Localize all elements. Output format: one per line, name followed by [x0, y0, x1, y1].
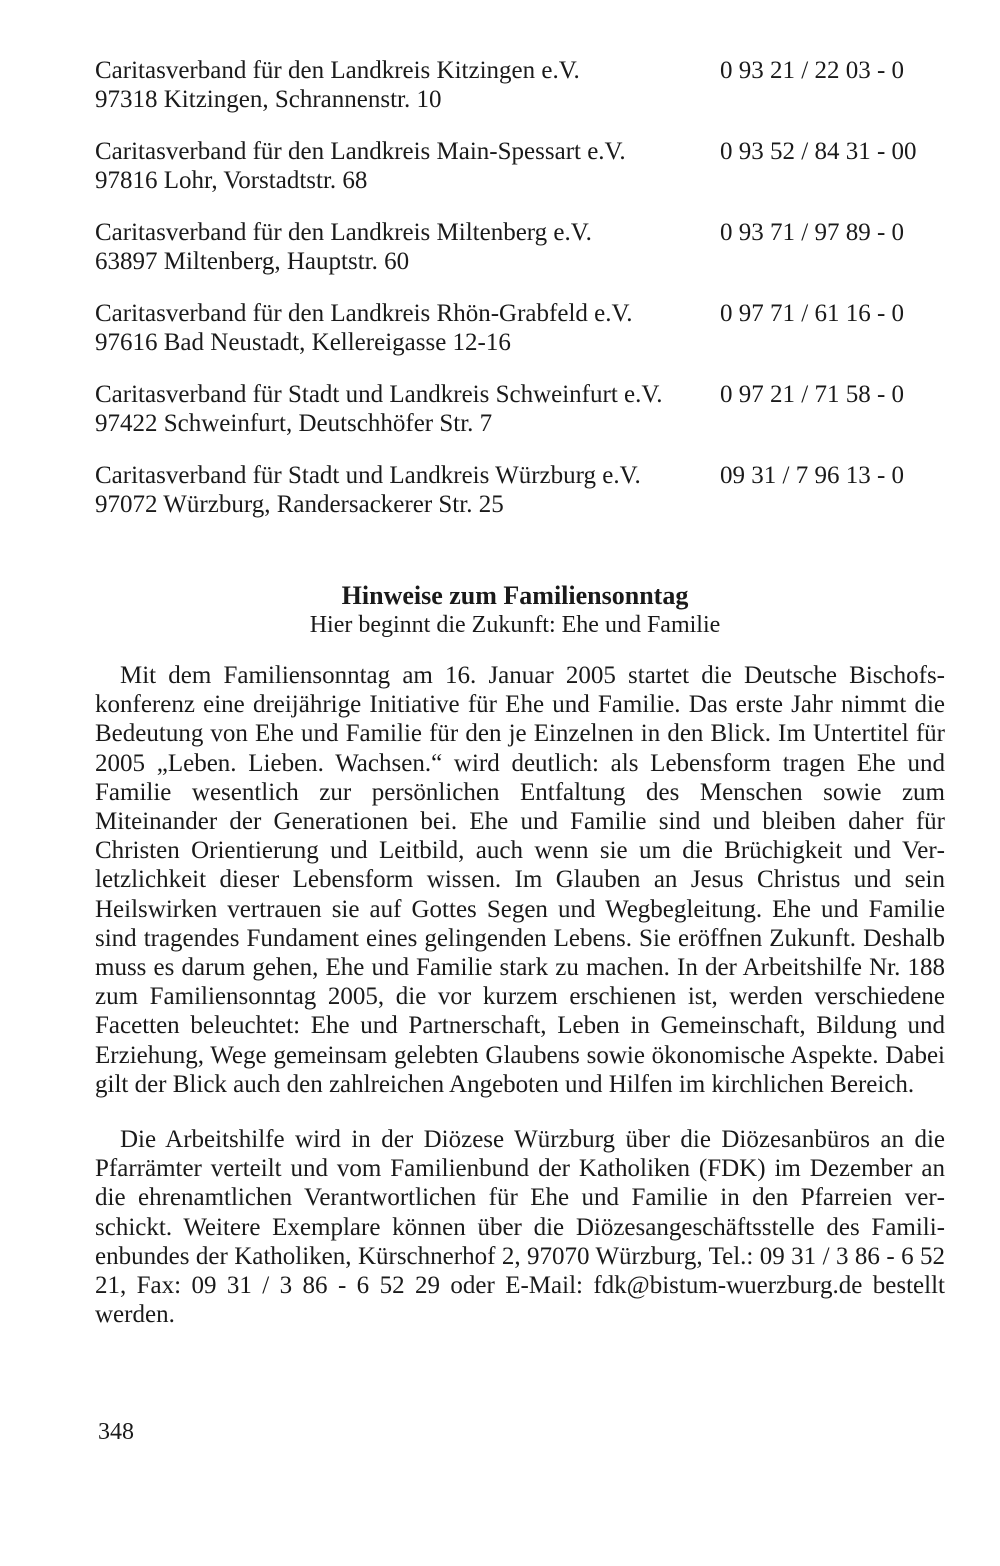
organization-address: 97072 Würzburg, Randersackerer Str. 25: [95, 491, 504, 518]
caritas-directory: [95, 56, 945, 519]
body-paragraph: Mit dem Familiensonntag am 16. Januar 2005 startet die Deutsche Bischofskonferenz eine dreijährige Initiative für Ehe und Familie. Das erste Jahr nimmt die Bedeutung von Ehe und Familie für den je Einzelnen in den Blick. Im Untertitel für 2005 „Leben. Lieben. Wachsen.“ wird deutlich: als Lebensform tragen Ehe und Familie wesentlich zur persönlichen Entfaltung des Menschen sowie zum Miteinander der Generationen bei. Ehe und Familie sind und bleiben daher für Christen Orientierung und Leitbild, auch wenn sie um die Brüchigkeit und Verletzlichkeit dieser Lebensform wissen. Im Glauben an Jesus Christus und sein Heilswirken vertrauen sie auf Gottes Segen und Wegbegleitung. Ehe und Familie sind tragendes Fundament eines gelingenden Lebens. Sie eröffnen Zukunft. Deshalb muss es darum gehen, Ehe und Familie stark zu machen. In der Arbeitshilfe Nr. 188 zum Familiensonntag 2005, die vor kurzem erschienen ist, werden verschiedene Facetten beleuchtet: Ehe und Partnerschaft, Leben in Gemeinschaft, Bildung und Erziehung, Wege gemeinsam gelebten Glaubens sowie ökonomische Aspekte. Dabei gilt der Blick auch den zahlreichen Angeboten und Hilfen im kirchlichen Bereich.: [95, 662, 945, 1098]
directory-entry: [95, 218, 945, 276]
organization-address: 63897 Miltenberg, Hauptstr. 60: [95, 248, 410, 275]
organization-name: Caritasverband für den Landkreis Main-Spessart e.V.: [95, 138, 626, 165]
directory-entry: [95, 137, 945, 195]
directory-entry: [95, 299, 945, 357]
section-heading: Hinweise zum Familiensonntag: [341, 581, 689, 610]
body-paragraph: Die Arbeitshilfe wird in der Diözese Würzburg über die Diözesanbüros an die Pfarrämter verteilt und vom Familienbund der Katholiken (FDK) im Dezember an die ehrenamtlichen Verantwortlichen für Ehe und Familie in den Pfarreien verschickt. Weitere Exemplare können über die Diözesangeschäftsstelle des Familienbundes der Katholiken, Kürschnerhof 2, 97070 Würzburg, Tel.: 09 31 / 3 86 - 6 52 21, Fax: 09 31 / 3 86 - 6 52 29 oder E-Mail: fdk@bistum-wuerzburg.de bestellt werden.: [95, 1126, 945, 1329]
phone-number: 0 93 52 / 84 31 - 00: [720, 138, 917, 165]
phone-number: 0 97 71 / 61 16 - 0: [720, 300, 905, 327]
organization-name: Caritasverband für Stadt und Landkreis Würzburg e.V.: [95, 462, 641, 489]
organization-address: 97422 Schweinfurt, Deutschhöfer Str. 7: [95, 410, 493, 437]
phone-number: 0 93 71 / 97 89 - 0: [720, 219, 905, 246]
phone-number: 09 31 / 7 96 13 - 0: [720, 462, 905, 489]
document-page: [95, 56, 945, 1355]
page-number: 348: [98, 1419, 134, 1445]
organization-name: Caritasverband für Stadt und Landkreis Schweinfurt e.V.: [95, 381, 663, 408]
phone-number: 0 97 21 / 71 58 - 0: [720, 381, 905, 408]
directory-entry: [95, 461, 945, 519]
directory-entry: [95, 380, 945, 438]
organization-address: 97816 Lohr, Vorstadtstr. 68: [95, 167, 368, 194]
organization-address: 97318 Kitzingen, Schrannenstr. 10: [95, 86, 442, 113]
section-subtitle: Hier beginnt die Zukunft: Ehe und Familie: [309, 612, 721, 638]
organization-name: Caritasverband für den Landkreis Miltenberg e.V.: [95, 219, 592, 246]
directory-entry: [95, 56, 945, 114]
organization-name: Caritasverband für den Landkreis Rhön-Grabfeld e.V.: [95, 300, 633, 327]
organization-address: 97616 Bad Neustadt, Kellereigasse 12-16: [95, 329, 511, 356]
organization-name: Caritasverband für den Landkreis Kitzingen e.V.: [95, 57, 580, 84]
phone-number: 0 93 21 / 22 03 - 0: [720, 57, 905, 84]
